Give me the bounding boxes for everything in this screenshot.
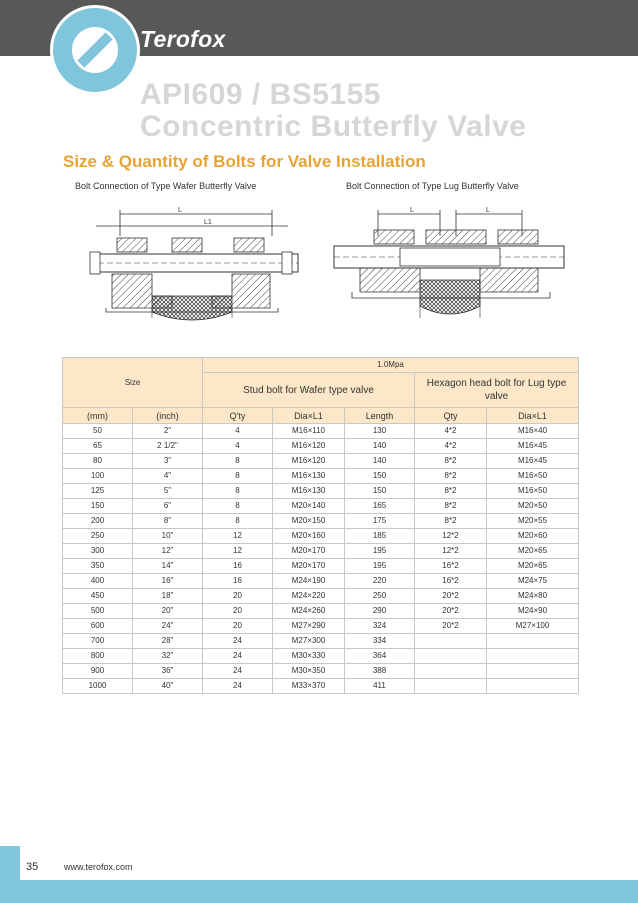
table-cell: M27×300 [273, 634, 345, 649]
table-cell: 32" [133, 649, 203, 664]
table-cell: 12" [133, 544, 203, 559]
dim-label-l-left: L [410, 207, 414, 214]
table-cell: 24 [203, 634, 273, 649]
stud-bolt-header: Stud bolt for Wafer type valve [203, 373, 415, 408]
table-cell: 24" [133, 619, 203, 634]
table-cell: M24×90 [487, 604, 579, 619]
table-cell [415, 664, 487, 679]
table-cell: 700 [63, 634, 133, 649]
table-cell [487, 664, 579, 679]
table-cell: 8 [203, 469, 273, 484]
table-cell: 185 [345, 529, 415, 544]
table-cell: M24×190 [273, 574, 345, 589]
lug-bolt-drawing [330, 200, 575, 345]
table-cell: 20*2 [415, 619, 487, 634]
column-header: Qty [415, 408, 487, 424]
table-row [63, 649, 579, 664]
table-cell: M16×50 [487, 469, 579, 484]
table-cell: 12*2 [415, 544, 487, 559]
table-cell: M20×55 [487, 514, 579, 529]
hex-bolt-header: Hexagon head bolt for Lug type valve [415, 373, 579, 408]
table-cell: 220 [345, 574, 415, 589]
table-cell: 411 [345, 679, 415, 694]
column-header: Q'ty [203, 408, 273, 424]
table-cell: 388 [345, 664, 415, 679]
table-row [63, 499, 579, 514]
table-cell: 165 [345, 499, 415, 514]
table-cell: M27×290 [273, 619, 345, 634]
table-cell: M20×160 [273, 529, 345, 544]
column-header: Dia×L1 [487, 408, 579, 424]
table-cell: 600 [63, 619, 133, 634]
table-cell: 400 [63, 574, 133, 589]
table-cell [487, 649, 579, 664]
table-cell: 324 [345, 619, 415, 634]
table-cell: 8*2 [415, 514, 487, 529]
dim-label-l-right: L [486, 207, 490, 214]
table-cell [487, 679, 579, 694]
table-cell: M16×120 [273, 439, 345, 454]
table-cell: 8*2 [415, 484, 487, 499]
table-cell: 334 [345, 634, 415, 649]
table-cell: 900 [63, 664, 133, 679]
table-cell: 12*2 [415, 529, 487, 544]
table-cell: 20*2 [415, 589, 487, 604]
table-cell: M16×45 [487, 454, 579, 469]
table-row [63, 514, 579, 529]
table-cell: 20 [203, 589, 273, 604]
table-cell: 20 [203, 619, 273, 634]
table-cell: 24 [203, 649, 273, 664]
table-cell: 125 [63, 484, 133, 499]
table-cell: 80 [63, 454, 133, 469]
table-cell: 290 [345, 604, 415, 619]
table-cell: 4*2 [415, 439, 487, 454]
column-header: Length [345, 408, 415, 424]
table-cell: 8*2 [415, 469, 487, 484]
caption-lug: Bolt Connection of Type Lug Butterfly Valve [346, 181, 519, 191]
table-cell: M24×220 [273, 589, 345, 604]
table-cell: 2" [133, 424, 203, 439]
table-cell [415, 679, 487, 694]
table-cell: 8 [203, 484, 273, 499]
table-cell [487, 634, 579, 649]
table-cell: M24×260 [273, 604, 345, 619]
table-row [63, 469, 579, 484]
table-cell: 16*2 [415, 574, 487, 589]
table-cell: 20*2 [415, 604, 487, 619]
table-cell: M30×330 [273, 649, 345, 664]
table-cell: 8 [203, 454, 273, 469]
table-cell: 10" [133, 529, 203, 544]
footer-bar [0, 880, 638, 903]
page-number: 35 [26, 861, 39, 873]
table-cell: 6" [133, 499, 203, 514]
table-cell: 4 [203, 424, 273, 439]
column-header: (inch) [133, 408, 203, 424]
table-cell: M24×80 [487, 589, 579, 604]
caption-wafer: Bolt Connection of Type Wafer Butterfly Valve [75, 181, 257, 191]
table-cell: 12 [203, 529, 273, 544]
table-cell: 40" [133, 679, 203, 694]
table-row [63, 664, 579, 679]
table-cell [415, 634, 487, 649]
table-cell: 16 [203, 559, 273, 574]
table-cell: M20×170 [273, 544, 345, 559]
table-cell: M24×75 [487, 574, 579, 589]
table-cell: 24 [203, 679, 273, 694]
table-cell: 4*2 [415, 424, 487, 439]
table-cell: 800 [63, 649, 133, 664]
table-cell: M27×100 [487, 619, 579, 634]
table-cell: 4" [133, 469, 203, 484]
table-cell: 364 [345, 649, 415, 664]
table-cell: M16×130 [273, 469, 345, 484]
table-cell: 8" [133, 514, 203, 529]
table-cell: 18" [133, 589, 203, 604]
table-cell: 28" [133, 634, 203, 649]
table-row [63, 484, 579, 499]
table-cell: 195 [345, 544, 415, 559]
table-row [63, 679, 579, 694]
table-cell: 16 [203, 574, 273, 589]
table-row [63, 454, 579, 469]
page-title-line1: API609 / BS5155 [140, 78, 381, 111]
size-header: Size [63, 358, 203, 408]
table-cell [415, 649, 487, 664]
table-cell: 36" [133, 664, 203, 679]
table-cell: 8*2 [415, 454, 487, 469]
logo-circle [50, 5, 140, 95]
table-cell: 8*2 [415, 499, 487, 514]
column-header: Dia×L1 [273, 408, 345, 424]
table-cell: 250 [345, 589, 415, 604]
pressure-header: 1.0Mpa [203, 358, 579, 373]
table-cell: 24 [203, 664, 273, 679]
dim-label-l: L [178, 207, 182, 214]
table-row [63, 589, 579, 604]
table-cell: 200 [63, 514, 133, 529]
table-cell: 500 [63, 604, 133, 619]
table-row [63, 424, 579, 439]
table-cell: 350 [63, 559, 133, 574]
table-cell: 16" [133, 574, 203, 589]
table-cell: M20×65 [487, 559, 579, 574]
table-cell: M16×50 [487, 484, 579, 499]
table-cell: 4 [203, 439, 273, 454]
brand-name: Terofox [140, 26, 226, 52]
table-row [63, 604, 579, 619]
valve-disc-icon [53, 8, 137, 92]
table-cell: M16×120 [273, 454, 345, 469]
table-cell: 14" [133, 559, 203, 574]
table-cell: 50 [63, 424, 133, 439]
table-cell: 195 [345, 559, 415, 574]
table-row [63, 619, 579, 634]
wafer-bolt-drawing [82, 200, 302, 345]
table-row [63, 544, 579, 559]
table-cell: M16×110 [273, 424, 345, 439]
bolt-spec-table [62, 357, 579, 694]
table-cell: 3" [133, 454, 203, 469]
website-url: www.terofox.com [64, 862, 133, 872]
table-cell: 300 [63, 544, 133, 559]
table-cell: M16×130 [273, 484, 345, 499]
table-cell: 8 [203, 514, 273, 529]
table-cell: 250 [63, 529, 133, 544]
table-row [63, 439, 579, 454]
table-cell: M20×140 [273, 499, 345, 514]
page-title-line2: Concentric Butterfly Valve [140, 110, 527, 143]
table-cell: M16×40 [487, 424, 579, 439]
table-cell: 1000 [63, 679, 133, 694]
table-cell: 150 [345, 484, 415, 499]
table-cell: 450 [63, 589, 133, 604]
table-cell: 140 [345, 439, 415, 454]
table-cell: 100 [63, 469, 133, 484]
table-cell: M20×150 [273, 514, 345, 529]
section-title: Size & Quantity of Bolts for Valve Installation [63, 152, 426, 171]
table-cell: 130 [345, 424, 415, 439]
table-cell: 16*2 [415, 559, 487, 574]
table-row [63, 529, 579, 544]
table-row [63, 574, 579, 589]
table-cell: 150 [345, 469, 415, 484]
table-cell: 175 [345, 514, 415, 529]
table-cell: M20×170 [273, 559, 345, 574]
table-cell: 20 [203, 604, 273, 619]
dim-label-l1: L1 [204, 219, 212, 226]
table-cell: 140 [345, 454, 415, 469]
table-row [63, 559, 579, 574]
table-cell: M20×50 [487, 499, 579, 514]
table-cell: 12 [203, 544, 273, 559]
table-cell: 8 [203, 499, 273, 514]
table-cell: M33×370 [273, 679, 345, 694]
table-cell: 65 [63, 439, 133, 454]
table-cell: 5" [133, 484, 203, 499]
table-cell: 20" [133, 604, 203, 619]
table-cell: M30×350 [273, 664, 345, 679]
table-row [63, 634, 579, 649]
table-cell: 150 [63, 499, 133, 514]
table-cell: M20×65 [487, 544, 579, 559]
table-cell: M20×60 [487, 529, 579, 544]
table-cell: M16×45 [487, 439, 579, 454]
column-header: (mm) [63, 408, 133, 424]
table-cell: 2 1/2" [133, 439, 203, 454]
